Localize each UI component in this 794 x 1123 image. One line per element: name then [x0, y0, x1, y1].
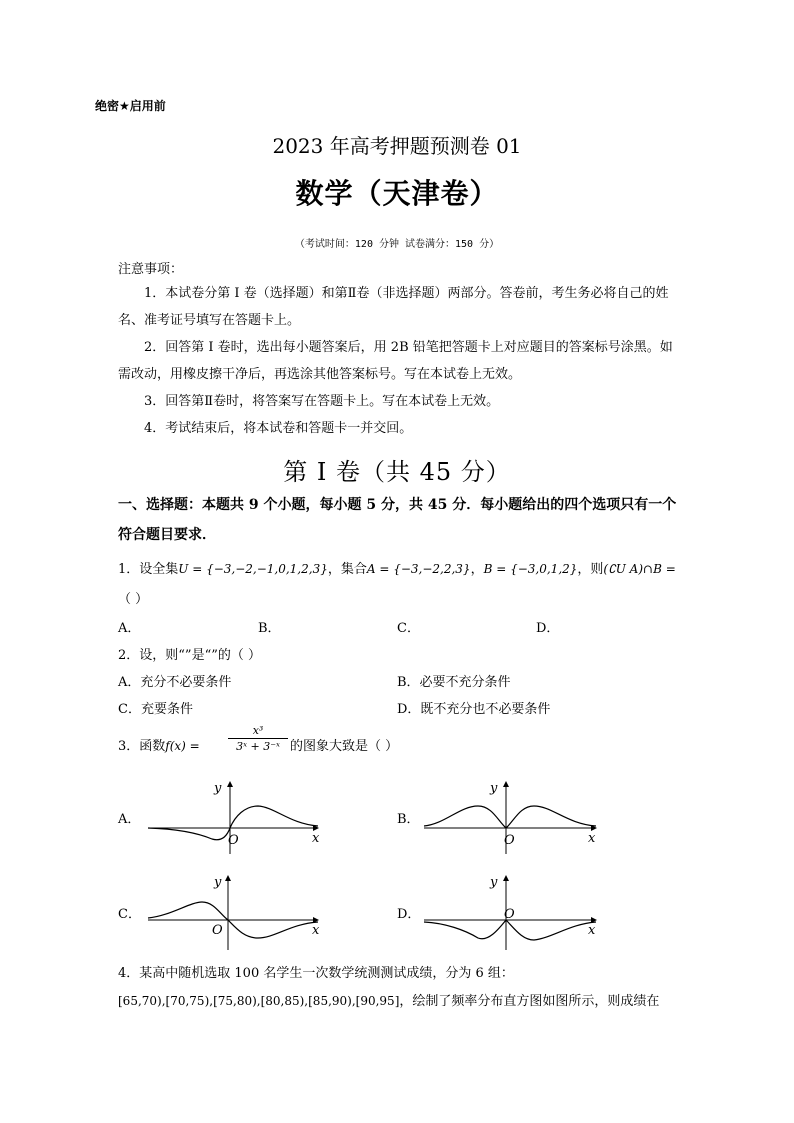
- q1-text-d: ，则: [577, 562, 604, 577]
- axis-x-label: x: [312, 923, 320, 938]
- axis-y-label: y: [214, 781, 222, 796]
- axis-y-label: y: [490, 781, 498, 796]
- question-2: 2．设，则“”是“”的（ ）: [118, 648, 261, 663]
- q3-numerator: x³: [228, 724, 288, 739]
- notice-heading: 注意事项：: [118, 262, 184, 277]
- question-1: [118, 558, 676, 577]
- q3-function: f(x) =: [165, 739, 200, 753]
- curve: [424, 806, 596, 828]
- q3-fraction: [228, 724, 288, 753]
- q3-text-b: 的图象大致是（ ）: [290, 739, 399, 754]
- q3-option-c: C．: [118, 907, 141, 922]
- q1-option-b: B．: [258, 621, 281, 636]
- q3-option-d: D．: [397, 907, 421, 922]
- confidential-label: 绝密★启用前: [95, 99, 166, 113]
- q3-denominator: 3ˣ + 3⁻ˣ: [236, 740, 280, 753]
- q4-intervals: [65,70),[70,75),[75,80),[80,85),[85,90),[90,95]: [118, 994, 400, 1008]
- q3-graph-b: [420, 776, 610, 856]
- q1-option-c: C．: [397, 621, 420, 636]
- q1-text-a: 1．设全集: [118, 562, 179, 577]
- part-one-title: 第 I 卷（共 45 分）: [283, 458, 511, 486]
- origin-label: O: [212, 923, 223, 938]
- q3-option-a: A．: [118, 812, 141, 827]
- q4-text-tail: ，绘制了频率分布直方图如图所示，则成绩在: [399, 994, 660, 1009]
- notice-item-1: 1．本试卷分第 I 卷（选择题）和第Ⅱ卷（非选择题）两部分。答卷前，考生务必将自己的姓名、准考证号填写在答题卡上。: [118, 286, 669, 328]
- q3-graph-d: [420, 872, 610, 952]
- q1-answer-paren: （ ）: [118, 592, 149, 607]
- curve: [424, 920, 596, 940]
- axis-y-label: y: [214, 875, 222, 890]
- q2-option-d: D．既不充分也不必要条件: [397, 702, 551, 717]
- exam-time-info: （考试时间：120 分钟 试卷满分：150 分）: [294, 239, 500, 250]
- notice-item-3: 3．回答第Ⅱ卷时，将答案写在答题卡上。写在本试卷上无效。: [144, 394, 500, 409]
- axis-x-label: x: [588, 923, 596, 938]
- q1-text-b: ，集合: [327, 562, 367, 577]
- axis-x-label: x: [312, 831, 320, 846]
- q3-option-b: B．: [397, 812, 420, 827]
- origin-label: O: [504, 833, 515, 848]
- q1-option-a: A．: [118, 621, 141, 636]
- q2-option-a: A．充分不必要条件: [118, 675, 232, 690]
- q1-text-c: ，: [470, 562, 484, 577]
- question-3: [118, 735, 200, 754]
- notice-item-4: 4．考试结束后，将本试卷和答题卡一并交回。: [144, 421, 413, 436]
- section-heading: 一、选择题：本题共 9 个小题，每小题 5 分，共 45 分．每小题给出的四个选项只有一个符合题目要求．: [118, 497, 677, 543]
- q2-option-c: C．充要条件: [118, 702, 193, 717]
- question-4: 4．某高中随机选取 100 名学生一次数学统测测试成绩，分为 6 组：: [118, 966, 514, 981]
- q1-expression: (∁U A)∩B =: [603, 562, 676, 576]
- q3-graph-a: [140, 776, 330, 856]
- q2-option-b: B．必要不充分条件: [397, 675, 511, 690]
- q1-set-b: B = {−3,0,1,2}: [483, 562, 578, 576]
- origin-label: O: [228, 833, 239, 848]
- q1-set-u: U = {−3,−2,−1,0,1,2,3}: [178, 562, 328, 576]
- axis-y-label: y: [490, 875, 498, 890]
- q1-set-a: A = {−3,−2,2,3}: [366, 562, 471, 576]
- q3-text-a: 3．函数: [118, 739, 166, 754]
- question-4-line-2: [118, 990, 659, 1009]
- exam-title: 2023 年高考押题预测卷 01: [272, 134, 522, 158]
- q3-graph-c: [140, 872, 330, 952]
- origin-label: O: [504, 907, 515, 922]
- notice-item-2: 2．回答第 I 卷时，选出每小题答案后，用 2B 铅笔把答题卡上对应题目的答案标号涂黑。如需改动，用橡皮擦干净后，再选涂其他答案标号。写在本试卷上无效。: [118, 340, 673, 382]
- q1-option-d: D．: [536, 621, 560, 636]
- subject-title: 数学（天津卷）: [295, 177, 499, 210]
- axis-x-label: x: [588, 831, 596, 846]
